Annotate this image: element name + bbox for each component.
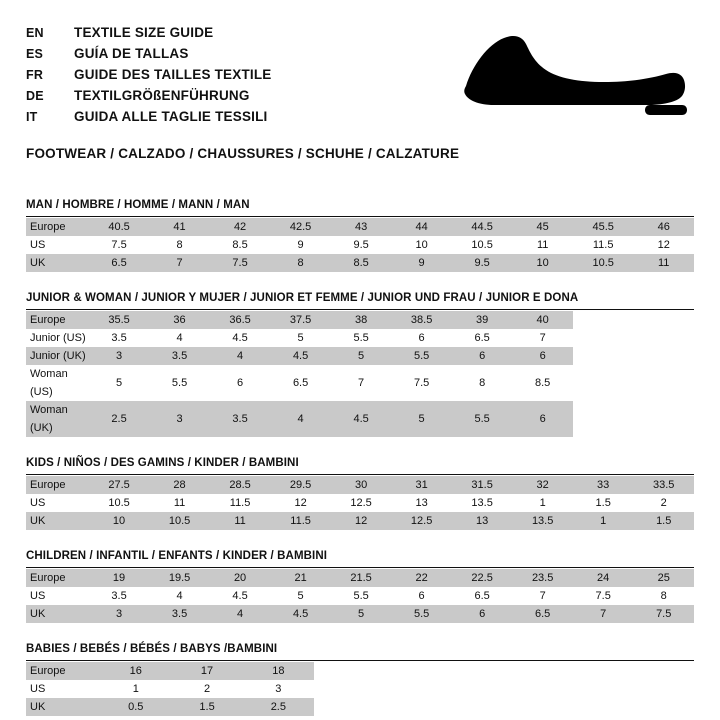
cell: 9 [270, 236, 331, 254]
cell-empty [573, 311, 634, 329]
cell: 2 [171, 680, 242, 698]
cell: 1 [100, 680, 171, 698]
language-title: GUIDA ALLE TAGLIE TESSILI [74, 109, 268, 124]
table-row [26, 254, 694, 272]
cell: 44 [391, 218, 452, 236]
cell: 1.5 [573, 494, 634, 512]
language-code: EN [26, 26, 44, 40]
section-man [26, 199, 694, 272]
cell: 1 [573, 512, 634, 530]
row-label: Europe [26, 662, 100, 680]
cell: 7 [512, 587, 573, 605]
cell: 2.5 [89, 401, 150, 437]
cell: 40 [512, 311, 573, 329]
cell: 5 [89, 365, 150, 401]
cell: 6 [391, 329, 452, 347]
section-title: MAN / HOMBRE / HOMME / MANN / MAN [26, 199, 694, 217]
cell: 24 [573, 569, 634, 587]
cell: 7.5 [573, 587, 634, 605]
cell: 22 [391, 569, 452, 587]
table-row [26, 605, 694, 623]
table-row [26, 476, 694, 494]
cell: 6 [452, 347, 513, 365]
cell: 38 [331, 311, 392, 329]
cell: 5.5 [149, 365, 210, 401]
cell: 36.5 [210, 311, 271, 329]
table-row [26, 680, 314, 698]
cell: 22.5 [452, 569, 513, 587]
cell: 11.5 [573, 236, 634, 254]
table-row [26, 401, 694, 437]
cell: 40.5 [89, 218, 150, 236]
cell: 4.5 [210, 329, 271, 347]
cell: 10 [391, 236, 452, 254]
cell: 33 [573, 476, 634, 494]
cell: 37.5 [270, 311, 331, 329]
cell: 12 [331, 512, 392, 530]
cell: 4.5 [270, 605, 331, 623]
cell: 2.5 [243, 698, 314, 716]
cell: 6.5 [89, 254, 150, 272]
cell: 11.5 [210, 494, 271, 512]
table-row [26, 347, 694, 365]
cell: 8.5 [512, 365, 573, 401]
cell: 28 [149, 476, 210, 494]
page-header [26, 22, 694, 134]
language-code: DE [26, 89, 44, 103]
cell: 42.5 [270, 218, 331, 236]
cell: 0.5 [100, 698, 171, 716]
cell: 6.5 [270, 365, 331, 401]
cell: 20 [210, 569, 271, 587]
row-label: Europe [26, 218, 89, 236]
cell: 4 [149, 587, 210, 605]
cell: 35.5 [89, 311, 150, 329]
cell: 42 [210, 218, 271, 236]
cell: 17 [171, 662, 242, 680]
language-title: TEXTILE SIZE GUIDE [74, 25, 214, 40]
row-label: UK [26, 605, 89, 623]
cell-empty [573, 401, 634, 437]
cell: 6 [452, 605, 513, 623]
cell: 3.5 [89, 329, 150, 347]
language-title: GUÍA DE TALLAS [74, 46, 189, 61]
cell: 12 [633, 236, 694, 254]
cell: 8 [452, 365, 513, 401]
cell: 12.5 [391, 512, 452, 530]
cell: 3 [89, 347, 150, 365]
section-junior-woman [26, 292, 694, 437]
language-code: FR [26, 68, 44, 82]
cell: 36 [149, 311, 210, 329]
cell: 9.5 [452, 254, 513, 272]
cell: 21 [270, 569, 331, 587]
cell: 19.5 [149, 569, 210, 587]
cell: 5.5 [331, 587, 392, 605]
row-label: US [26, 680, 100, 698]
cell: 45.5 [573, 218, 634, 236]
language-code: ES [26, 47, 44, 61]
section-kids [26, 457, 694, 530]
cell: 29.5 [270, 476, 331, 494]
cell: 5 [331, 605, 392, 623]
cell: 5.5 [391, 605, 452, 623]
cell: 1 [512, 494, 573, 512]
table-row [26, 218, 694, 236]
cell: 31.5 [452, 476, 513, 494]
cell: 16 [100, 662, 171, 680]
cell: 7.5 [210, 254, 271, 272]
cell: 3.5 [149, 605, 210, 623]
cell: 39 [452, 311, 513, 329]
cell: 18 [243, 662, 314, 680]
size-table-babies [26, 662, 314, 716]
cell: 6 [512, 401, 573, 437]
cell: 9 [391, 254, 452, 272]
row-label: UK [26, 698, 100, 716]
language-title: TEXTILGRÖßENFÜHRUNG [74, 88, 250, 103]
row-label: Europe [26, 476, 89, 494]
cell: 7.5 [633, 605, 694, 623]
cell: 3 [149, 401, 210, 437]
cell: 13.5 [452, 494, 513, 512]
cell: 10.5 [89, 494, 150, 512]
table-row [26, 662, 314, 680]
cell: 4 [149, 329, 210, 347]
table-row [26, 494, 694, 512]
cell: 3.5 [89, 587, 150, 605]
cell-empty [633, 365, 694, 401]
cell: 43 [331, 218, 392, 236]
category-title: FOOTWEAR / CALZADO / CHAUSSURES / SCHUHE / CALZATURE [26, 146, 460, 161]
cell: 5 [331, 347, 392, 365]
cell: 4.5 [270, 347, 331, 365]
size-table-kids [26, 476, 694, 530]
cell: 7.5 [89, 236, 150, 254]
cell: 6 [391, 587, 452, 605]
cell-empty [573, 365, 634, 401]
table-row [26, 698, 314, 716]
table-row [26, 569, 694, 587]
cell-empty [573, 347, 634, 365]
cell: 6.5 [452, 329, 513, 347]
cell: 2 [633, 494, 694, 512]
cell: 10 [89, 512, 150, 530]
cell: 5 [270, 329, 331, 347]
cell: 1.5 [633, 512, 694, 530]
cell: 44.5 [452, 218, 513, 236]
cell: 3 [89, 605, 150, 623]
cell: 11 [512, 236, 573, 254]
table-row [26, 329, 694, 347]
cell: 41 [149, 218, 210, 236]
section-title: CHILDREN / INFANTIL / ENFANTS / KINDER / BAMBINI [26, 550, 694, 568]
row-label: US [26, 236, 89, 254]
cell: 4.5 [210, 587, 271, 605]
cell: 33.5 [633, 476, 694, 494]
cell: 7 [331, 365, 392, 401]
cell: 21.5 [331, 569, 392, 587]
cell: 4 [210, 347, 271, 365]
cell: 9.5 [331, 236, 392, 254]
section-children [26, 550, 694, 623]
section-title: JUNIOR & WOMAN / JUNIOR Y MUJER / JUNIOR ET FEMME / JUNIOR UND FRAU / JUNIOR E DONA [26, 292, 694, 310]
cell: 10.5 [573, 254, 634, 272]
cell: 11 [149, 494, 210, 512]
cell: 8.5 [331, 254, 392, 272]
dress-shoe-icon [454, 24, 694, 124]
cell: 8 [633, 587, 694, 605]
cell: 11.5 [270, 512, 331, 530]
table-row [26, 236, 694, 254]
table-row [26, 365, 694, 401]
cell-empty [633, 347, 694, 365]
language-title: GUIDE DES TAILLES TEXTILE [74, 67, 272, 82]
cell: 45 [512, 218, 573, 236]
cell: 25 [633, 569, 694, 587]
cell: 6.5 [452, 587, 513, 605]
cell: 8 [149, 236, 210, 254]
cell: 7 [149, 254, 210, 272]
cell: 4 [270, 401, 331, 437]
cell: 13 [452, 512, 513, 530]
cell: 13.5 [512, 512, 573, 530]
cell: 11 [633, 254, 694, 272]
cell: 38.5 [391, 311, 452, 329]
row-label: UK [26, 254, 89, 272]
row-label: Woman (UK) [26, 401, 89, 437]
row-label: Europe [26, 311, 89, 329]
cell: 4 [210, 605, 271, 623]
size-table-children [26, 569, 694, 623]
cell: 28.5 [210, 476, 271, 494]
table-row [26, 587, 694, 605]
cell: 8.5 [210, 236, 271, 254]
section-title: KIDS / NIÑOS / DES GAMINS / KINDER / BAMBINI [26, 457, 694, 475]
cell: 8 [270, 254, 331, 272]
cell: 11 [210, 512, 271, 530]
cell: 3 [243, 680, 314, 698]
cell: 13 [391, 494, 452, 512]
cell: 5.5 [331, 329, 392, 347]
cell-empty [633, 401, 694, 437]
cell-empty [573, 329, 634, 347]
section-title: BABIES / BEBÉS / BÉBÉS / BABYS /BAMBINI [26, 643, 694, 661]
cell: 10 [512, 254, 573, 272]
cell: 6 [512, 347, 573, 365]
cell: 31 [391, 476, 452, 494]
row-label: Junior (US) [26, 329, 89, 347]
cell: 7 [573, 605, 634, 623]
cell: 5 [270, 587, 331, 605]
cell: 10.5 [452, 236, 513, 254]
cell: 7 [512, 329, 573, 347]
row-label: Junior (UK) [26, 347, 89, 365]
language-code: IT [26, 110, 38, 124]
cell: 7.5 [391, 365, 452, 401]
cell: 5 [391, 401, 452, 437]
cell: 12.5 [331, 494, 392, 512]
cell: 6.5 [512, 605, 573, 623]
cell: 3.5 [149, 347, 210, 365]
table-row [26, 512, 694, 530]
size-table-junior-woman [26, 311, 694, 437]
cell: 12 [270, 494, 331, 512]
row-label: US [26, 494, 89, 512]
cell: 5.5 [391, 347, 452, 365]
cell: 23.5 [512, 569, 573, 587]
section-babies [26, 643, 694, 716]
cell: 4.5 [331, 401, 392, 437]
cell: 10.5 [149, 512, 210, 530]
cell-empty [633, 311, 694, 329]
row-label: US [26, 587, 89, 605]
cell: 1.5 [171, 698, 242, 716]
row-label: UK [26, 512, 89, 530]
cell: 3.5 [210, 401, 271, 437]
cell: 6 [210, 365, 271, 401]
cell: 30 [331, 476, 392, 494]
row-label: Woman (US) [26, 365, 89, 401]
table-row [26, 311, 694, 329]
cell: 46 [633, 218, 694, 236]
cell: 5.5 [452, 401, 513, 437]
cell-empty [633, 329, 694, 347]
cell: 32 [512, 476, 573, 494]
cell: 27.5 [89, 476, 150, 494]
row-label: Europe [26, 569, 89, 587]
size-table-man [26, 218, 694, 272]
cell: 19 [89, 569, 150, 587]
